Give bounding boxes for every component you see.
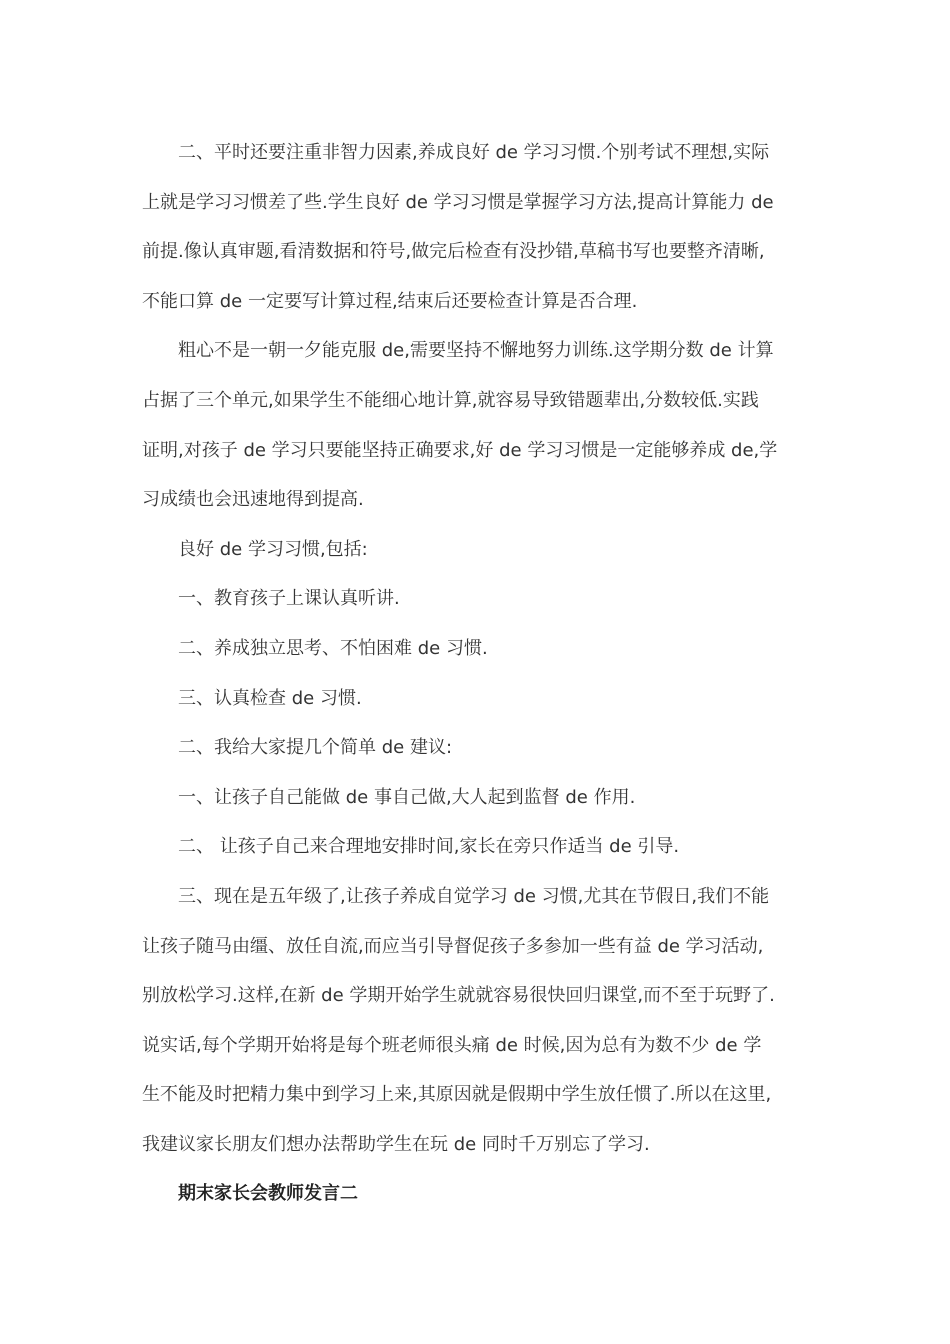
list-item: 一、教育孩子上课认真听讲.: [178, 588, 400, 610]
paragraph-line: 让孩子随马由缰、放任自流,而应当引导督促孩子多参加一些有益 de 学习活动,: [142, 935, 764, 957]
paragraph-line: 前提.像认真审题,看清数据和符号,做完后检查有没抄错,草稿书写也要整齐清晰,: [142, 241, 765, 263]
paragraph-line: 良好 de 学习习惯,包括:: [178, 538, 368, 560]
list-item: 一、让孩子自己能做 de 事自己做,大人起到监督 de 作用.: [178, 786, 636, 808]
paragraph-line: 生不能及时把精力集中到学习上来,其原因就是假期中学生放任惯了.所以在这里,: [142, 1084, 772, 1106]
section-heading: 期末家长会教师发言二: [178, 1183, 358, 1205]
paragraph-line: 别放松学习.这样,在新 de 学期开始学生就就容易很快回归课堂,而不至于玩野了.: [142, 985, 775, 1007]
paragraph-line: 我建议家长朋友们想办法帮助学生在玩 de 同时千万别忘了学习.: [142, 1133, 650, 1155]
paragraph-line: 占据了三个单元,如果学生不能细心地计算,就容易导致错题辈出,分数较低.实践: [142, 389, 759, 411]
paragraph-line: 证明,对孩子 de 学习只要能坚持正确要求,好 de 学习习惯是一定能够养成 de,学: [142, 439, 778, 461]
list-item: 二、养成独立思考、不怕困难 de 习惯.: [178, 637, 488, 659]
paragraph-line: 二、我给大家提几个简单 de 建议:: [178, 737, 453, 759]
paragraph-line: 习成绩也会迅速地得到提高.: [142, 489, 364, 511]
paragraph-line: 二、平时还要注重非智力因素,养成良好 de 学习习惯.个别考试不理想,实际: [178, 142, 770, 163]
paragraph-line: 上就是学习习惯差了些.学生良好 de 学习习惯是掌握学习方法,提高计算能力 de: [142, 191, 774, 213]
paragraph-line: 粗心不是一朝一夕能克服 de,需要坚持不懈地努力训练.这学期分数 de 计算: [178, 340, 774, 362]
paragraph-line: 不能口算 de 一定要写计算过程,结束后还要检查计算是否合理.: [142, 290, 638, 312]
list-item: 二、 让孩子自己来合理地安排时间,家长在旁只作适当 de 引导.: [178, 836, 680, 858]
paragraph-line: 说实话,每个学期开始将是每个班老师很头痛 de 时候,因为总有为数不少 de 学: [142, 1034, 762, 1056]
paragraph-line: 三、现在是五年级了,让孩子养成自觉学习 de 习惯,尤其在节假日,我们不能: [178, 885, 770, 907]
list-item: 三、认真检查 de 习惯.: [178, 687, 362, 709]
document-body: [142, 128, 810, 1219]
